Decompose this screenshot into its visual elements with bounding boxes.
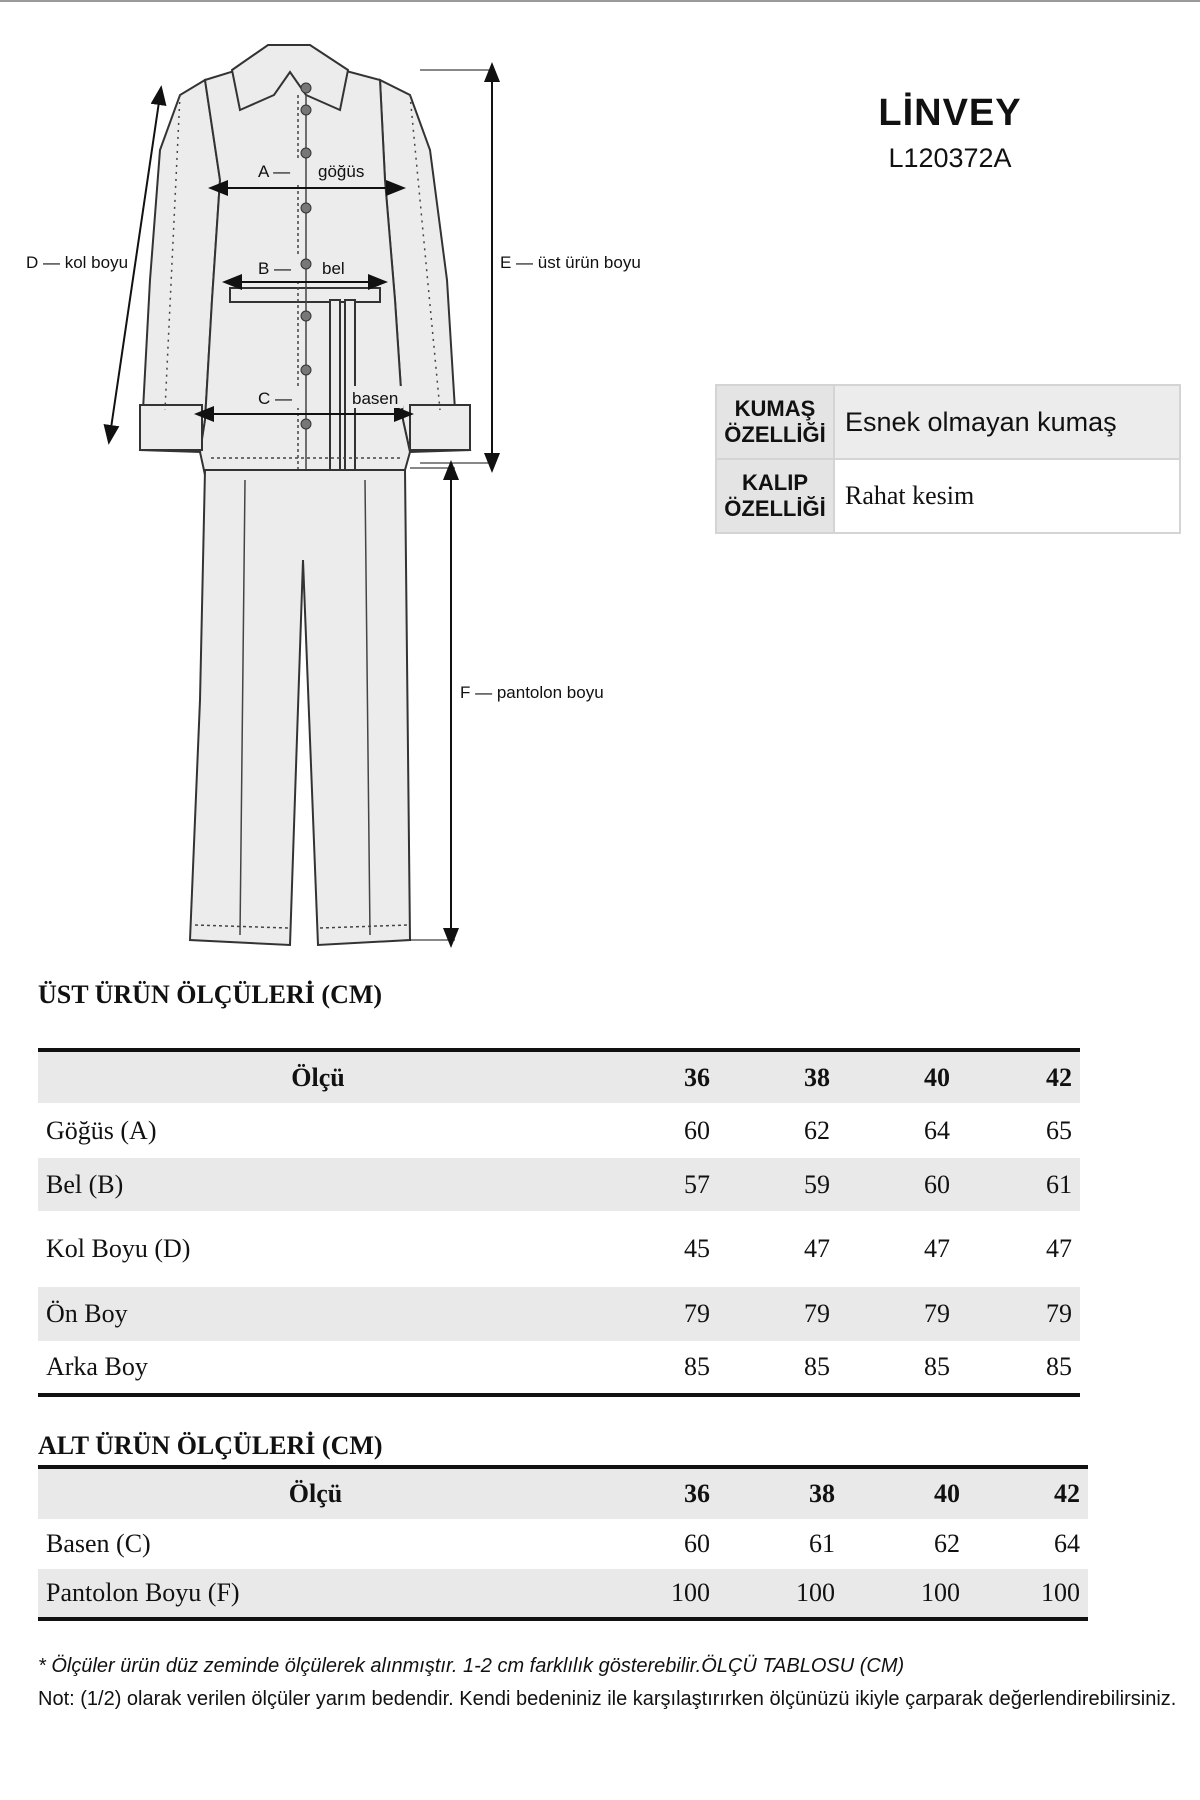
bottom-measurement-table: [38, 1465, 1088, 1621]
cell: 100: [593, 1569, 718, 1619]
property-value: Rahat kesim: [834, 459, 1180, 533]
label-c-name: basen: [352, 389, 399, 408]
cell: 62: [804, 1115, 830, 1145]
cell: 100: [718, 1569, 843, 1619]
table-header-row: [38, 1050, 1080, 1103]
cell: 79: [598, 1287, 718, 1341]
table-row: [38, 1103, 1080, 1158]
label-a-name: göğüs: [318, 162, 365, 181]
cell: 64: [1054, 1529, 1080, 1558]
property-row: [716, 459, 1180, 533]
cell: 85: [804, 1352, 830, 1381]
label-b-name: bel: [322, 259, 345, 278]
header-cell: 38: [718, 1467, 843, 1519]
cell: 65: [1046, 1115, 1072, 1145]
table-row: [38, 1569, 1088, 1619]
row-label: Arka Boy: [46, 1352, 148, 1381]
label-b: B —: [258, 259, 292, 278]
cell: 60: [684, 1115, 710, 1145]
cell: 61: [958, 1158, 1080, 1211]
cell: 100: [968, 1569, 1088, 1619]
top-measurement-table: [38, 1048, 1080, 1397]
top-table-title: ÜST ÜRÜN ÖLÇÜLERİ (CM): [38, 980, 383, 1009]
header-cell: Ölçü: [38, 1050, 598, 1103]
cell: 47: [1046, 1234, 1072, 1263]
cell: 64: [924, 1115, 950, 1145]
cell: 47: [924, 1234, 950, 1263]
cell: 62: [934, 1529, 960, 1558]
cell: 60: [838, 1158, 958, 1211]
cell: 85: [684, 1352, 710, 1381]
cell: 85: [1046, 1352, 1072, 1381]
table-row: [38, 1519, 1088, 1569]
row-label: Kol Boyu (D): [46, 1234, 191, 1263]
table-row: [38, 1287, 1080, 1341]
cell: 59: [718, 1158, 838, 1211]
header-cell: 42: [968, 1467, 1088, 1519]
row-label: Basen (C): [46, 1529, 151, 1558]
cell: 79: [958, 1287, 1080, 1341]
property-key: KUMAŞ ÖZELLİĞİ: [716, 385, 834, 459]
cell: 57: [598, 1158, 718, 1211]
header-cell: 40: [843, 1467, 968, 1519]
row-label: Bel (B): [38, 1158, 598, 1211]
label-d: D — kol boyu: [26, 253, 129, 272]
product-code: L120372A: [888, 143, 1012, 173]
label-e: E — üst ürün boyu: [500, 253, 641, 272]
label-c: C —: [258, 389, 292, 408]
row-label: Pantolon Boyu (F): [38, 1569, 593, 1619]
row-label: Göğüs (A): [46, 1115, 157, 1145]
cell: 100: [843, 1569, 968, 1619]
cell: 79: [838, 1287, 958, 1341]
disclaimer-note: * Ölçüler ürün düz zeminde ölçülerek alınmıştır. 1-2 cm farklılık gösterebilir.ÖLÇÜ TABLOSU (CM): [38, 1655, 905, 1677]
cell: 85: [924, 1352, 950, 1381]
half-size-note: Not: (1/2) olarak verilen ölçüler yarım bedendir. Kendi bedeniniz ile karşılaştırırken ölçünüzü ikiyle çarparak değerlendirebilirsiniz.: [38, 1688, 1177, 1710]
header-cell: 36: [593, 1467, 718, 1519]
header-cell: 36: [598, 1050, 718, 1103]
header-cell: 38: [718, 1050, 838, 1103]
bottom-table-title: ALT ÜRÜN ÖLÇÜLERİ (CM): [38, 1431, 383, 1460]
brand-name: LİNVEY: [878, 92, 1022, 134]
properties-table: [715, 384, 1181, 534]
label-f: F — pantolon boyu: [460, 683, 604, 702]
table-row: [38, 1158, 1080, 1211]
property-row: [716, 385, 1180, 459]
cell: 47: [804, 1234, 830, 1263]
cell: 45: [684, 1234, 710, 1263]
table-header-row: [38, 1467, 1088, 1519]
header-cell: 42: [958, 1050, 1080, 1103]
label-a: A —: [258, 162, 291, 181]
property-value: Esnek olmayan kumaş: [834, 385, 1180, 459]
property-key: KALIP ÖZELLİĞİ: [716, 459, 834, 533]
row-label: Ön Boy: [38, 1287, 598, 1341]
cell: 61: [809, 1529, 835, 1558]
cell: 60: [684, 1529, 710, 1558]
trousers-sketch: [190, 470, 410, 945]
table-row: [38, 1341, 1080, 1395]
cell: 79: [718, 1287, 838, 1341]
header-cell: 40: [838, 1050, 958, 1103]
header-cell: Ölçü: [38, 1467, 593, 1519]
garment-diagram: [0, 0, 700, 960]
table-row: [38, 1211, 1080, 1287]
